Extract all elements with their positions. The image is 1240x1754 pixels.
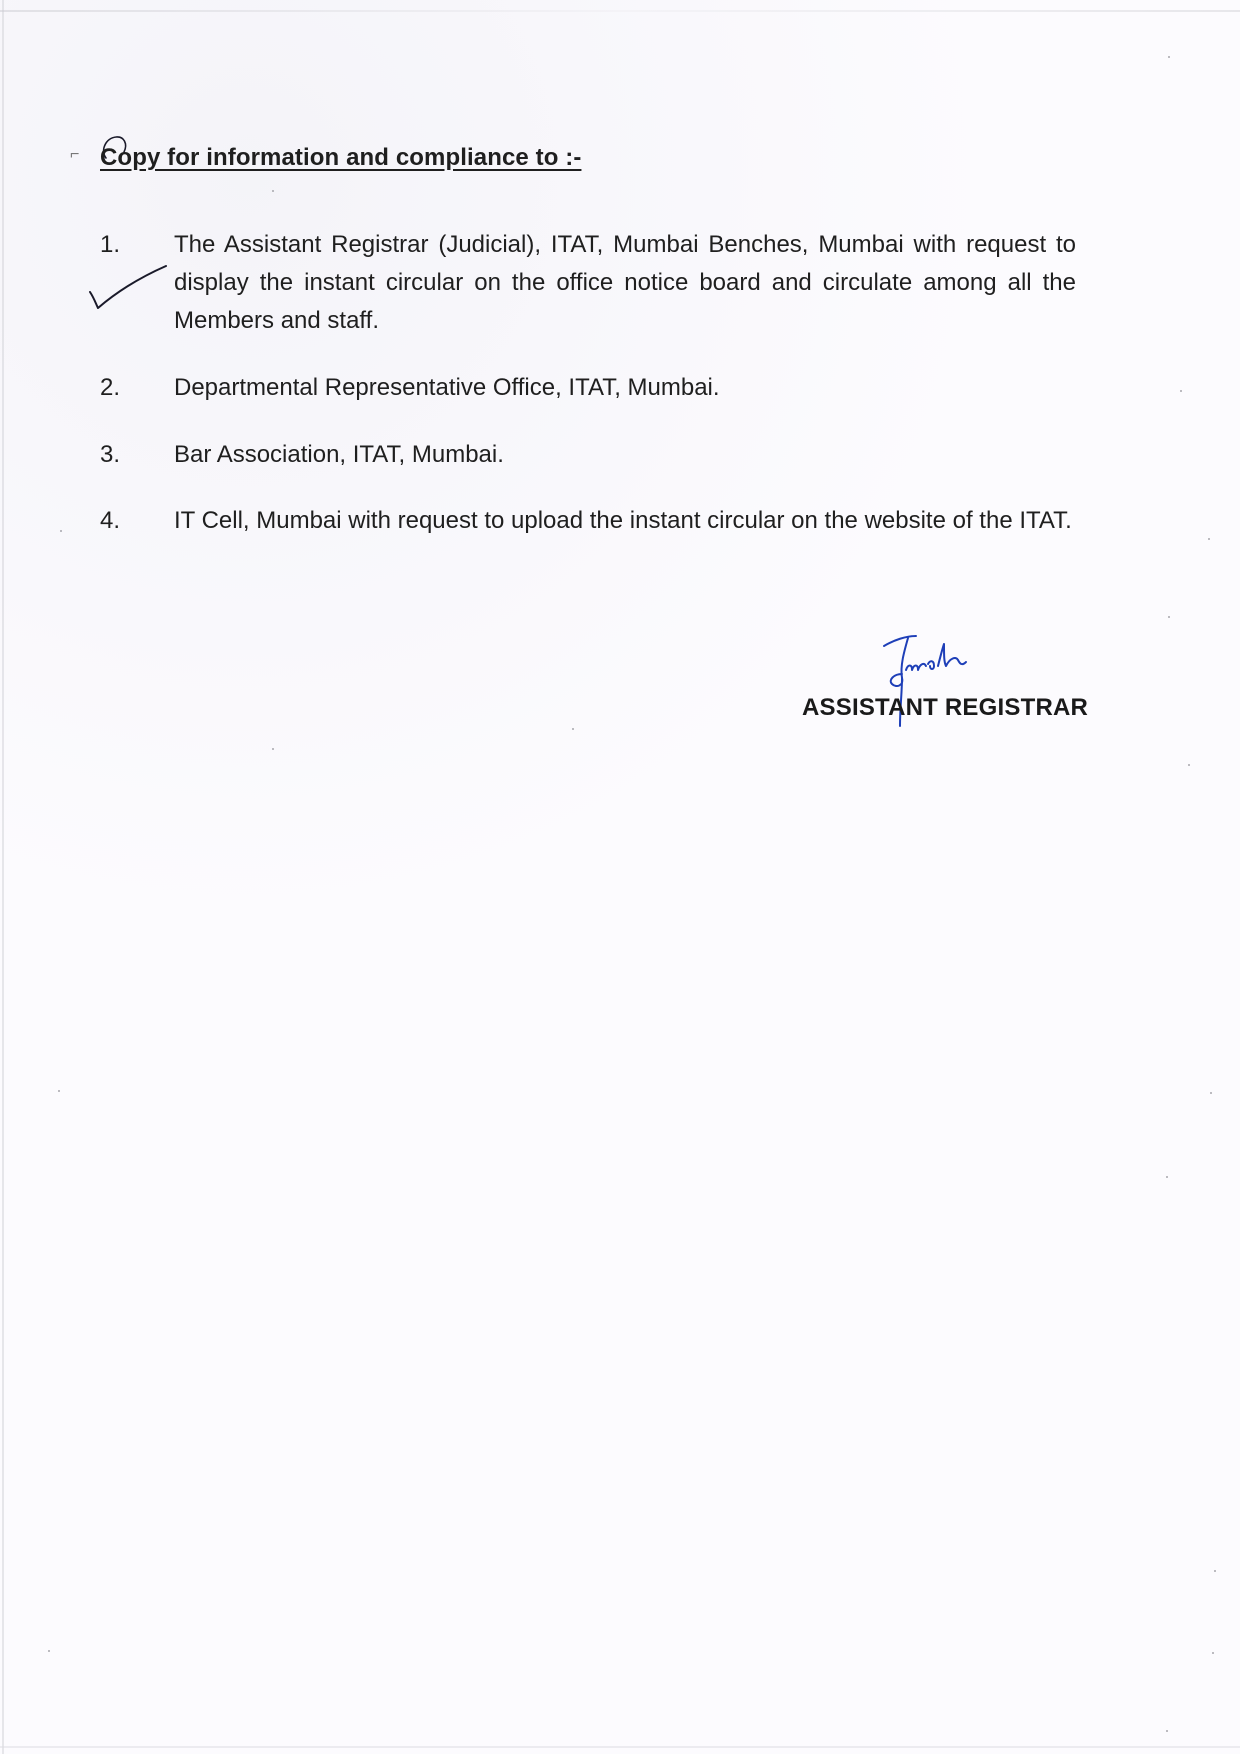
scan-speck: [1166, 1176, 1168, 1178]
list-item-text: Departmental Representative Office, ITAT, Mumbai.: [174, 374, 720, 401]
list-item-number: 4.: [100, 507, 121, 534]
scan-speck: [272, 748, 274, 750]
scan-speck: [1168, 616, 1170, 618]
signatory-title: ASSISTANT REGISTRAR: [802, 694, 1089, 721]
scan-bottom-edge: [0, 1746, 1240, 1748]
list-item-number: 3.: [100, 441, 121, 468]
scan-speck: [58, 1090, 60, 1092]
scan-speck: [60, 530, 62, 532]
scan-speck: [1210, 1092, 1212, 1094]
list-item-number: 1.: [100, 231, 121, 258]
scan-speck: [1180, 390, 1182, 392]
list-item-text: Bar Association, ITAT, Mumbai.: [174, 441, 504, 468]
scan-speck: [572, 728, 574, 730]
scan-speck: [1212, 1652, 1214, 1654]
scan-left-edge: [2, 0, 4, 1754]
copy-heading: Copy for information and compliance to :-: [100, 144, 582, 171]
scan-speck: [1214, 1570, 1216, 1572]
pen-checkmark-icon: [86, 262, 170, 312]
scan-speck: [1168, 56, 1170, 58]
scan-speck: [272, 190, 274, 192]
list-item-text: The Assistant Registrar (Judicial), ITAT, Mumbai Benches, Mumbai with request to display the instant circular on the office notice board and circulate among all the Members and staff.: [174, 231, 1076, 334]
margin-pen-mark: ⌐: [70, 146, 80, 163]
list-item-text: IT Cell, Mumbai with request to upload the instant circular on the website of the ITAT.: [174, 507, 1072, 534]
scan-speck: [48, 1650, 50, 1652]
scan-speck: [1208, 538, 1210, 540]
scan-speck: [1188, 764, 1190, 766]
scan-speck: [1166, 1730, 1168, 1732]
scan-top-edge: [0, 10, 1240, 12]
list-item-number: 2.: [100, 374, 121, 401]
